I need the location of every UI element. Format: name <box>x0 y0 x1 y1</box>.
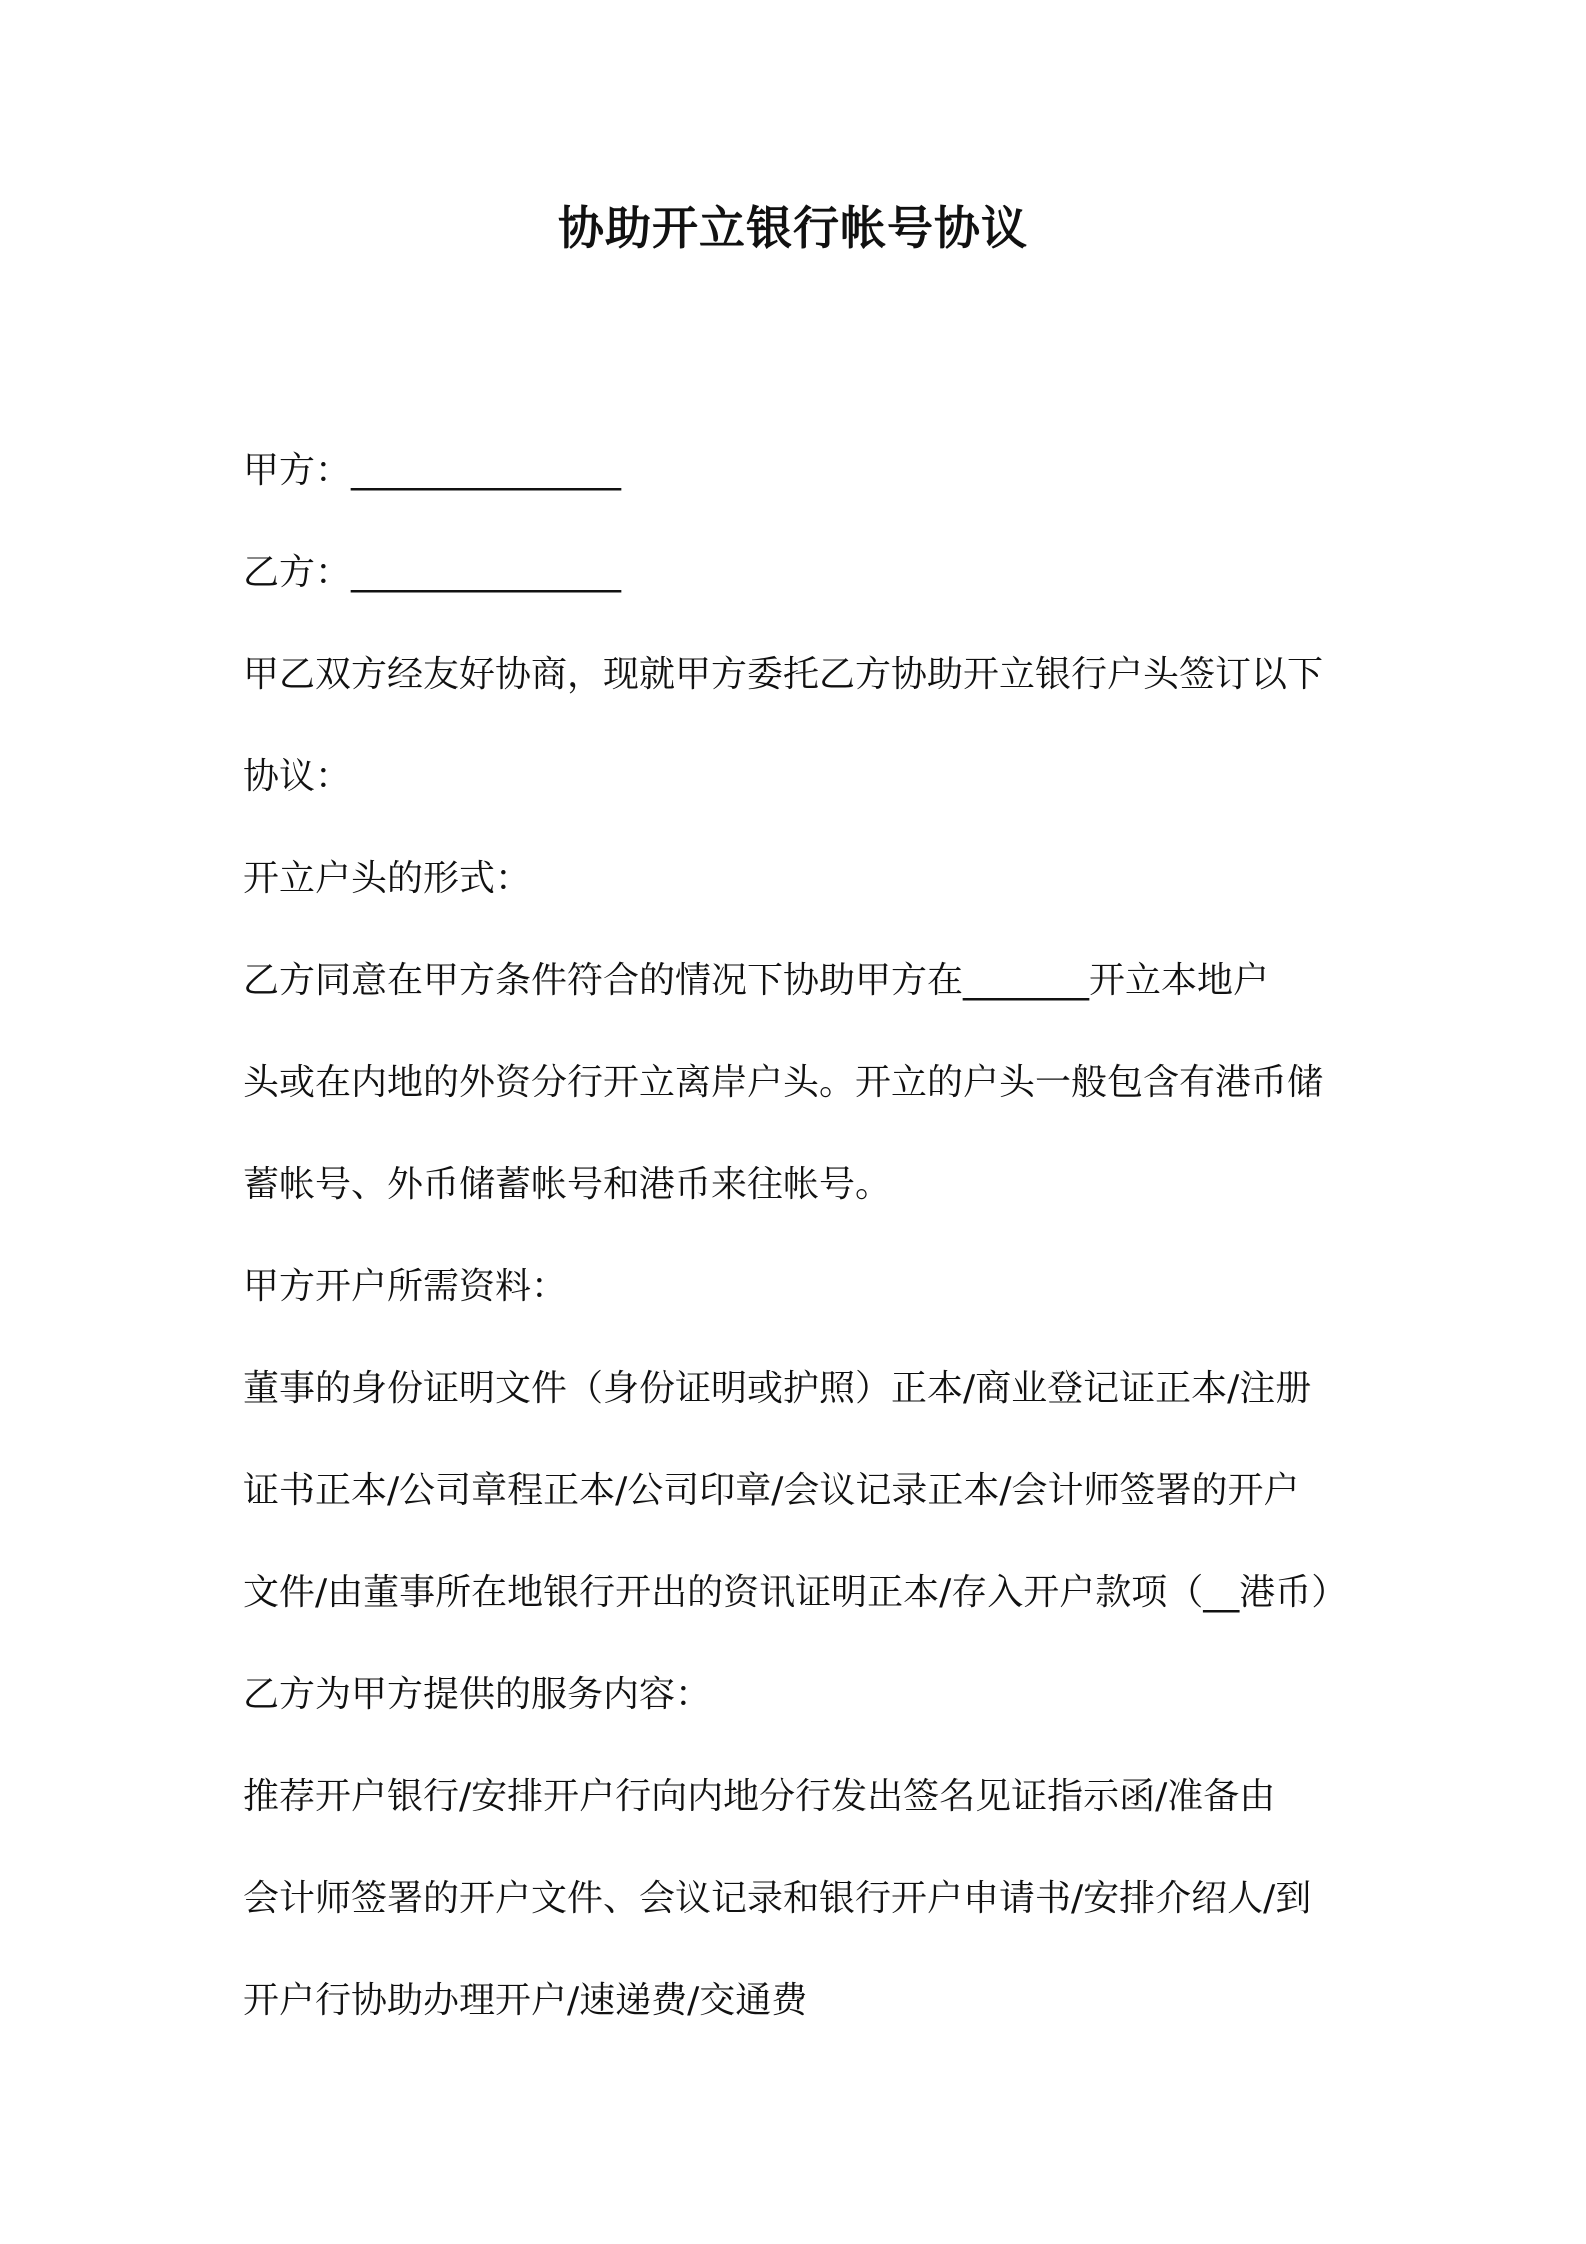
required-documents-line-3: 文件/由董事所在地银行开出的资讯证明正本/存入开户款项（__港币） <box>243 1572 1348 1613</box>
required-documents-line-1: 董事的身份证明文件（身份证明或护照）正本/商业登记证正本/注册 <box>243 1368 1312 1409</box>
services-line-2: 会计师签署的开户文件、会议记录和银行开户申请书/安排介绍人/到 <box>243 1878 1312 1919</box>
account-form-line-3: 蓄帐号、外币储蓄帐号和港币来往帐号。 <box>243 1164 892 1205</box>
services-line-3: 开户行协助办理开户/速递费/交通费 <box>243 1980 808 2021</box>
intro-paragraph-line-1: 甲乙双方经友好协商，现就甲方委托乙方协助开立银行户头签订以下 <box>243 654 1324 695</box>
intro-paragraph-line-2: 协议： <box>243 756 352 797</box>
account-form-line-1: 乙方同意在甲方条件符合的情况下协助甲方在_______开立本地户 <box>243 960 1270 1001</box>
services-line-1: 推荐开户银行/安排开户行向内地分行发出签名见证指示函/准备由 <box>243 1776 1276 1817</box>
party-b-line: 乙方：_______________ <box>243 552 622 593</box>
section-heading-account-form: 开立户头的形式： <box>243 858 532 899</box>
party-a-line: 甲方：_______________ <box>243 450 622 491</box>
document-body <box>243 420 1383 2052</box>
required-documents-line-2: 证书正本/公司章程正本/公司印章/会议记录正本/会计师签署的开户 <box>243 1470 1300 1511</box>
account-form-line-2: 头或在内地的外资分行开立离岸户头。开立的户头一般包含有港币储 <box>243 1062 1324 1103</box>
section-heading-required-documents: 甲方开户所需资料： <box>243 1266 568 1307</box>
section-heading-services: 乙方为甲方提供的服务内容： <box>243 1674 712 1715</box>
document-title: 协助开立银行帐号协议 <box>558 201 1028 255</box>
